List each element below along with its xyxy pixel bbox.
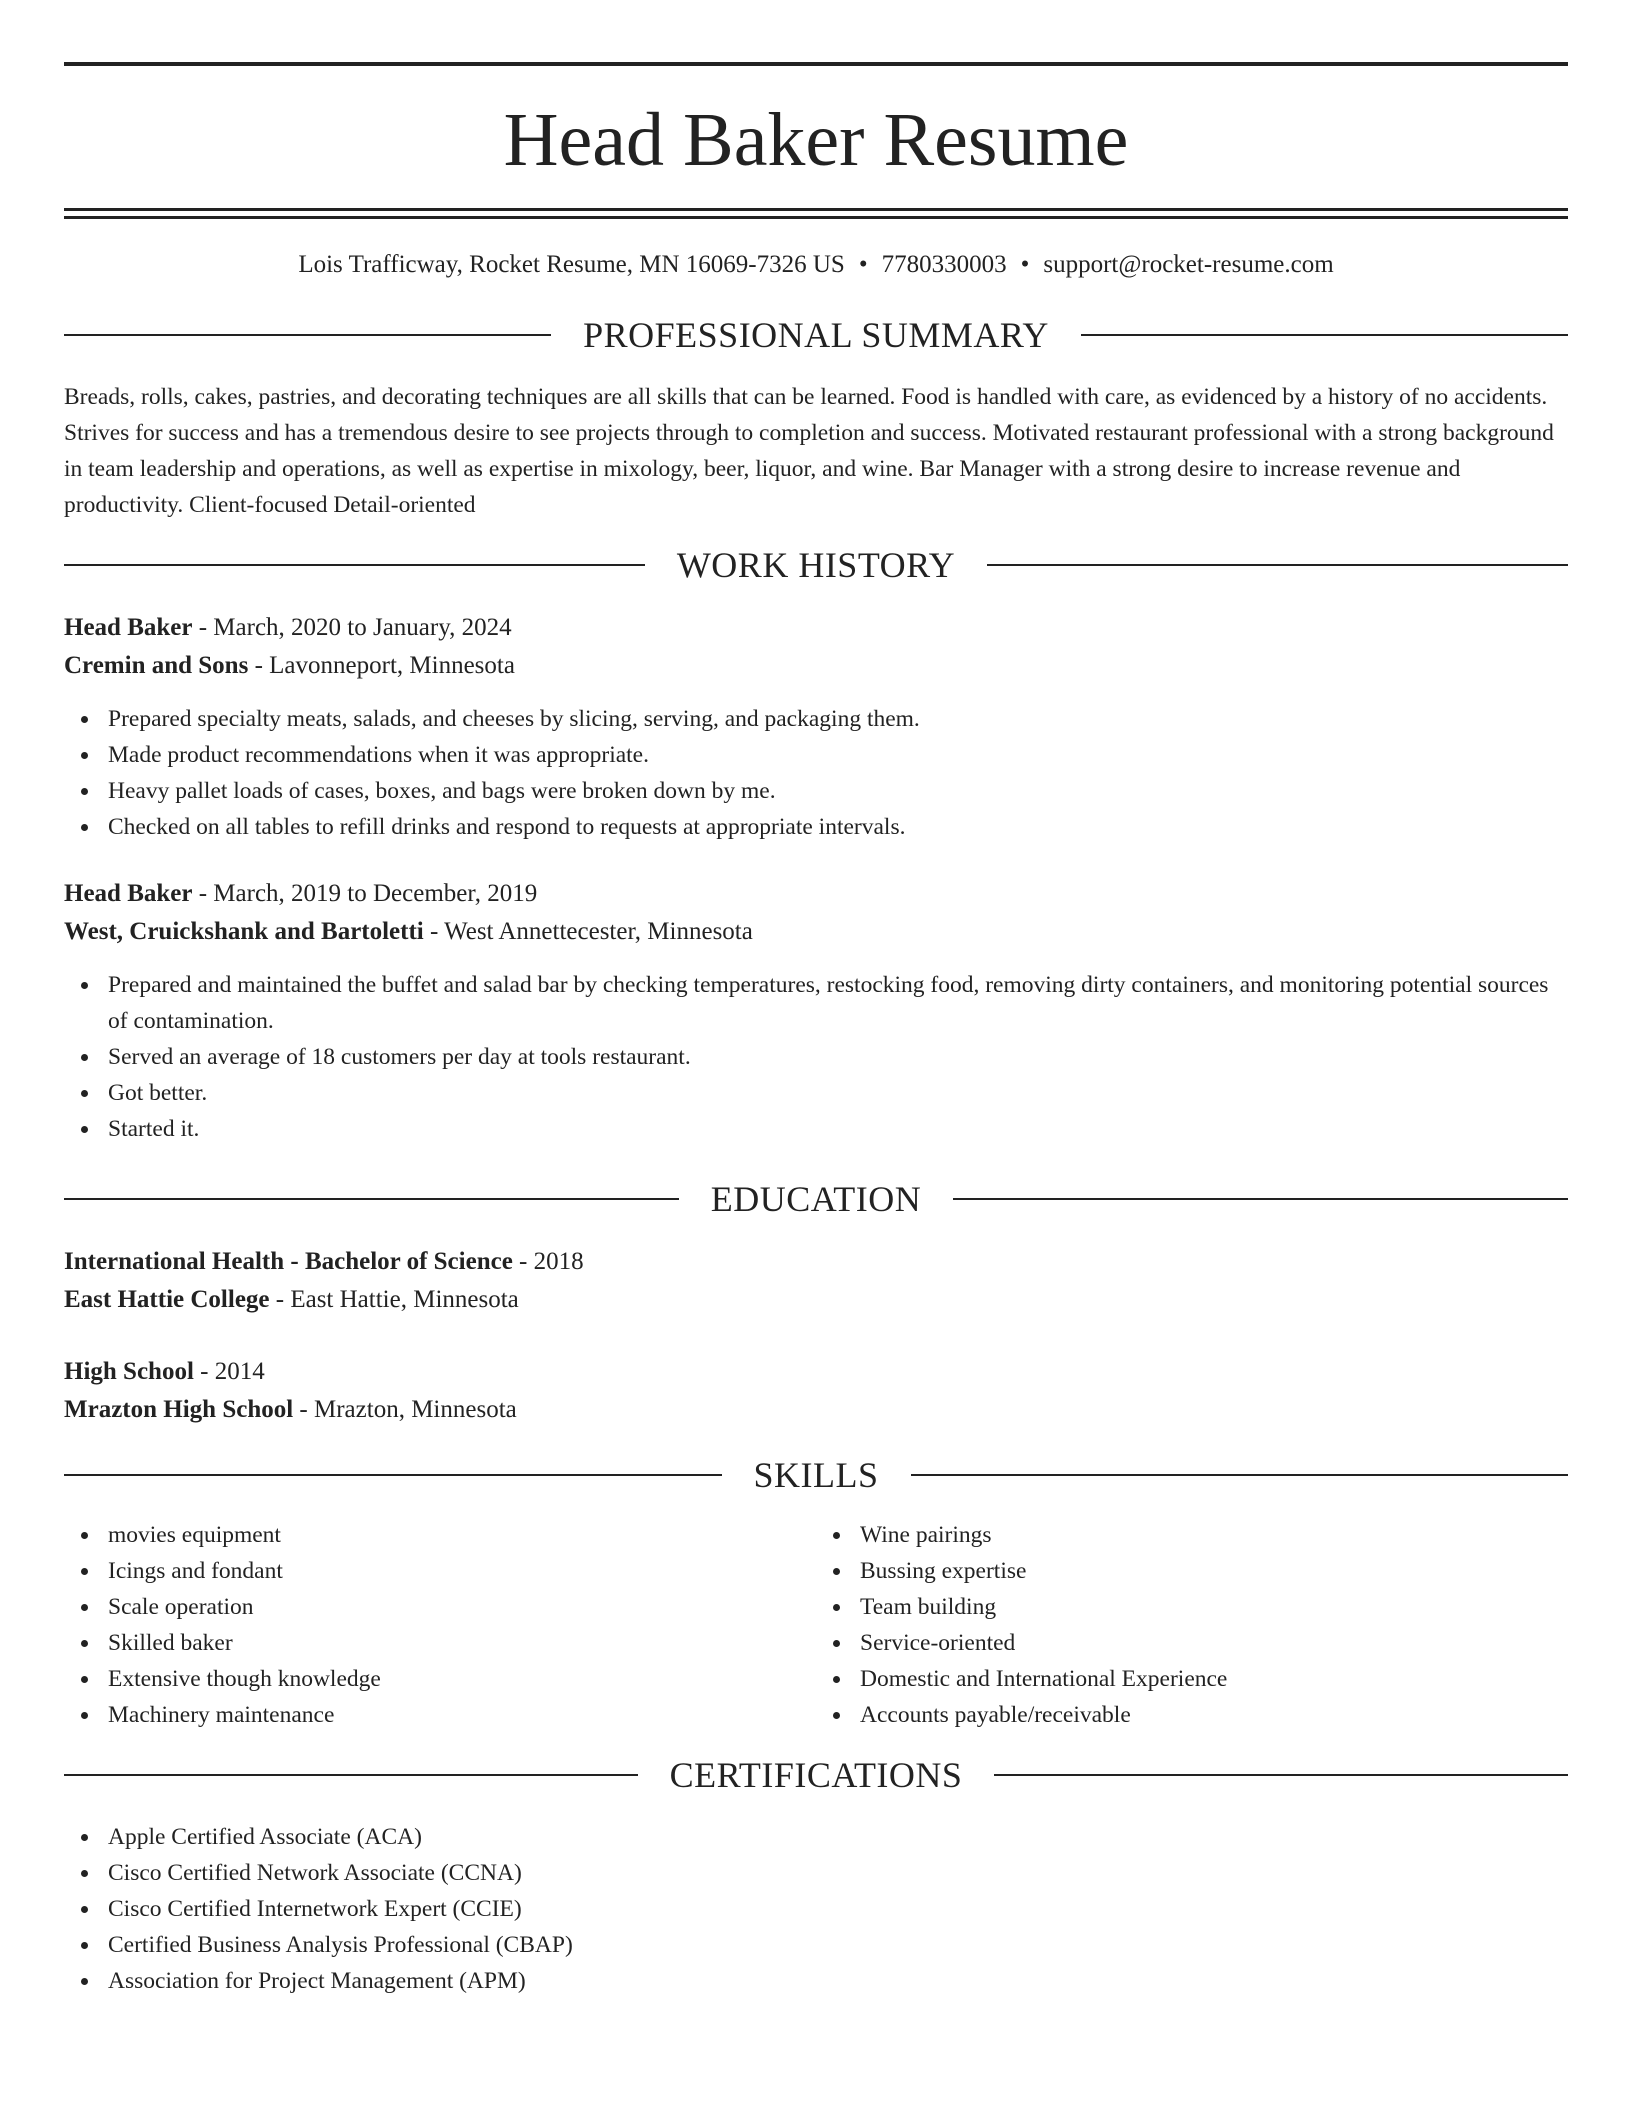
school-location: - Mrazton, Minnesota (293, 1396, 517, 1423)
list-item: Certified Business Analysis Professional (CBAP) (64, 1927, 1568, 1963)
section-rule (64, 1774, 638, 1776)
job-company-line (64, 913, 1568, 951)
section-header-work (64, 545, 1568, 585)
list-item: Prepared specialty meats, salads, and cheeses by slicing, serving, and packaging them. (64, 701, 1568, 737)
job-title-line (64, 609, 1568, 647)
section-rule (1081, 334, 1568, 336)
job-dates: - March, 2019 to December, 2019 (192, 880, 538, 907)
job-bullets (64, 967, 1568, 1147)
section-rule (994, 1774, 1568, 1776)
section-rule (911, 1474, 1569, 1476)
contact-separator: • (1020, 251, 1030, 278)
list-item: Bussing expertise (816, 1553, 1568, 1589)
certifications-list (64, 1819, 1568, 1999)
job-location: - Lavonneport, Minnesota (248, 652, 515, 679)
list-item: Domestic and International Experience (816, 1661, 1568, 1697)
double-rule (64, 208, 1568, 219)
contact-address: Lois Trafficway, Rocket Resume, MN 16069-7326 US (298, 251, 845, 278)
list-item: Machinery maintenance (64, 1697, 816, 1733)
job-entry (64, 875, 1568, 1147)
school: East Hattie College (64, 1286, 270, 1313)
list-item: Wine pairings (816, 1517, 1568, 1553)
section-rule (64, 564, 645, 566)
list-item: Heavy pallet loads of cases, boxes, and bags were broken down by me. (64, 773, 1568, 809)
section-header-summary (64, 315, 1568, 355)
section-rule (953, 1198, 1568, 1200)
job-entry (64, 609, 1568, 845)
education-entry (64, 1243, 1568, 1319)
list-item: Cisco Certified Internetwork Expert (CCIE) (64, 1891, 1568, 1927)
skills-column-right (816, 1517, 1568, 1733)
list-item: Got better. (64, 1075, 1568, 1111)
degree-year: - 2018 (512, 1248, 584, 1275)
resume-title: Head Baker Resume (503, 98, 1129, 182)
job-title-line (64, 875, 1568, 913)
contact-email: support@rocket-resume.com (1043, 251, 1334, 278)
school-location: - East Hattie, Minnesota (269, 1286, 519, 1313)
degree: International Health - Bachelor of Science (64, 1248, 513, 1275)
section-title: EDUCATION (710, 1179, 922, 1219)
school: Mrazton High School (64, 1396, 294, 1423)
school-line (64, 1281, 1568, 1319)
skills-grid (64, 1517, 1568, 1733)
section-title: CERTIFICATIONS (669, 1755, 963, 1795)
list-item: Served an average of 18 customers per day at tools restaurant. (64, 1039, 1568, 1075)
contact-separator: • (858, 251, 868, 278)
contact-phone: 7780330003 (881, 251, 1007, 278)
section-header-certifications (64, 1755, 1568, 1795)
section-rule (987, 564, 1568, 566)
list-item: Team building (816, 1589, 1568, 1625)
job-company: West, Cruickshank and Bartoletti (64, 918, 424, 945)
section-header-skills (64, 1455, 1568, 1495)
job-location: - West Annettecester, Minnesota (423, 918, 753, 945)
list-item: Made product recommendations when it was appropriate. (64, 737, 1568, 773)
job-bullets (64, 701, 1568, 845)
section-title: WORK HISTORY (676, 545, 956, 585)
list-item: Extensive though knowledge (64, 1661, 816, 1697)
contact-line (64, 249, 1568, 281)
list-item: Service-oriented (816, 1625, 1568, 1661)
list-item: Skilled baker (64, 1625, 816, 1661)
section-title: SKILLS (753, 1455, 879, 1495)
list-item: Checked on all tables to refill drinks and respond to requests at appropriate intervals. (64, 809, 1568, 845)
skills-column-left (64, 1517, 816, 1733)
degree-year: - 2014 (193, 1358, 265, 1385)
job-title: Head Baker (64, 880, 193, 907)
section-rule (64, 1198, 679, 1200)
job-company: Cremin and Sons (64, 652, 249, 679)
section-title: PROFESSIONAL SUMMARY (583, 315, 1049, 355)
list-item: Scale operation (64, 1589, 816, 1625)
list-item: Accounts payable/receivable (816, 1697, 1568, 1733)
list-item: Started it. (64, 1111, 1568, 1147)
list-item: Icings and fondant (64, 1553, 816, 1589)
list-item: movies equipment (64, 1517, 816, 1553)
school-line (64, 1391, 1568, 1429)
section-rule (64, 334, 551, 336)
education-entry (64, 1353, 1568, 1429)
job-dates: - March, 2020 to January, 2024 (192, 614, 512, 641)
list-item: Association for Project Management (APM) (64, 1963, 1568, 1999)
list-item: Cisco Certified Network Associate (CCNA) (64, 1855, 1568, 1891)
summary-text: Breads, rolls, cakes, pastries, and decorating techniques are all skills that can be learned. Food is handled with care, as evidenced by a history of no accidents. Strives for success and has a tremendous desire to see projects through to completion and success. Motivated restaurant professional with a strong background in team leadership and operations, as well as expertise in mixology, beer, liquor, and wine. Bar Manager with a strong desire to increase revenue and productivity. Client-focused Detail-oriented (64, 384, 1554, 518)
degree-line (64, 1243, 1568, 1281)
section-rule (64, 1474, 722, 1476)
section-header-education (64, 1179, 1568, 1219)
job-title: Head Baker (64, 614, 193, 641)
top-rule (64, 62, 1568, 66)
job-company-line (64, 647, 1568, 685)
degree-line (64, 1353, 1568, 1391)
list-item: Apple Certified Associate (ACA) (64, 1819, 1568, 1855)
degree: High School (64, 1358, 194, 1385)
list-item: Prepared and maintained the buffet and salad bar by checking temperatures, restocking food, removing dirty containers, and monitoring potential sources of contamination. (64, 967, 1568, 1039)
